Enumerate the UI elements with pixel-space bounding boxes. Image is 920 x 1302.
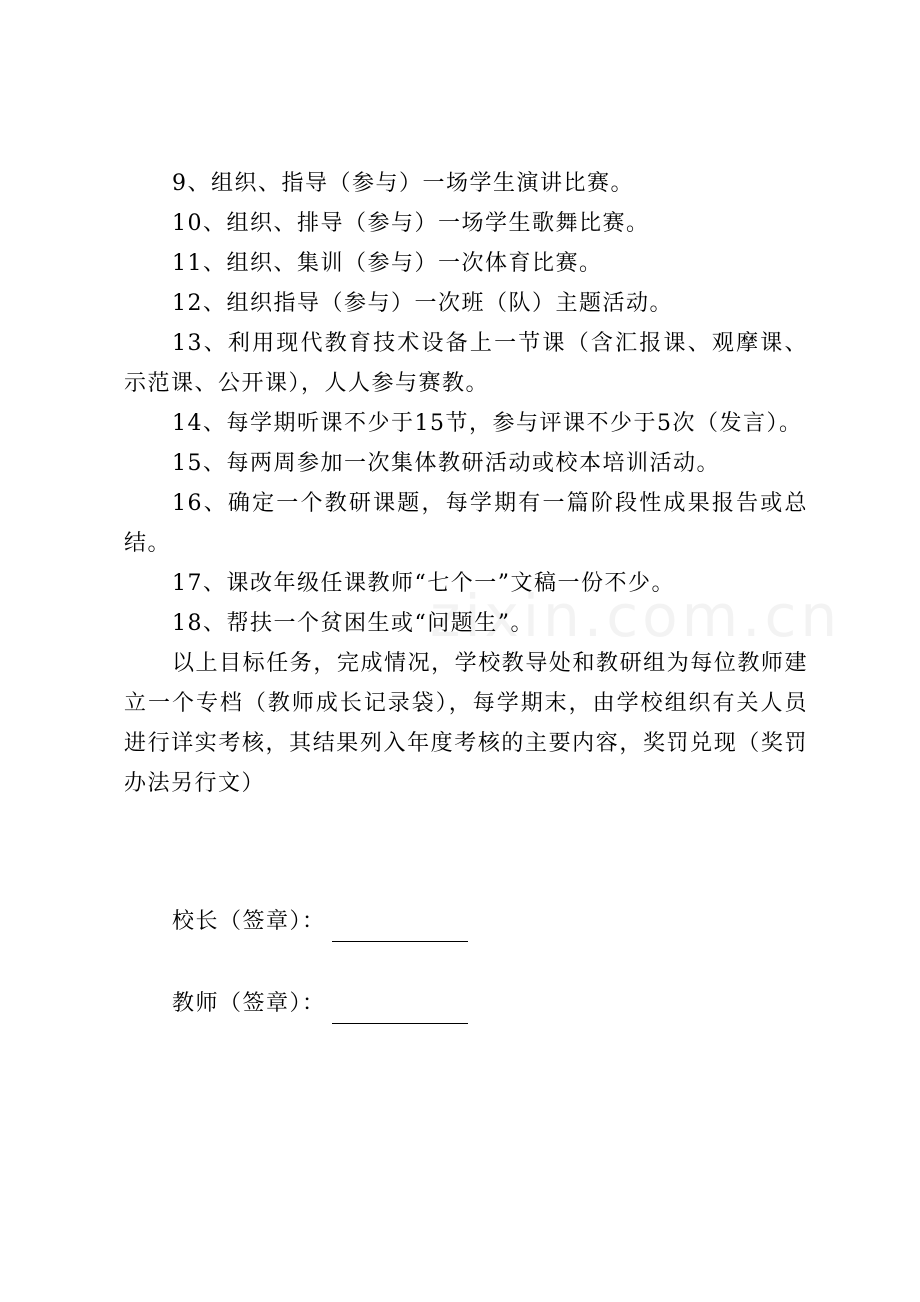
teacher-signature-label: 教师（签章）： — [172, 991, 326, 1016]
principal-signature — [172, 902, 572, 942]
paragraph-item-13: 13、利用现代教育技术设备上一节课（含汇报课、观摩课、示范课、公开课），人人参与赛教。 — [124, 331, 808, 396]
paragraph-item-14: 14、每学期听课不少于15节，参与评课不少于5次（发言）。 — [172, 411, 803, 436]
document-body — [124, 164, 808, 804]
principal-signature-label: 校长（签章）： — [172, 909, 326, 934]
principal-signature-line — [332, 913, 468, 942]
paragraph-item-10: 10、组织、排导（参与）一场学生歌舞比赛。 — [172, 211, 650, 236]
watermark-text: zixin.com.cn — [430, 582, 842, 650]
paragraph-item-17: 17、课改年级任课教师“七个一”文稿一份不少。 — [172, 571, 675, 596]
paragraph-item-16: 16、确定一个教研课题，每学期有一篇阶段性成果报告或总结。 — [124, 491, 808, 556]
paragraph-item-9: 9、组织、指导（参与）一场学生演讲比赛。 — [172, 171, 634, 196]
paragraph-item-15: 15、每两周参加一次集体教研活动或校本培训活动。 — [172, 451, 720, 476]
paragraph-item-18: 18、帮扶一个贫困生或“问题生”。 — [172, 611, 534, 636]
teacher-signature-line — [332, 995, 468, 1024]
paragraph-summary: 以上目标任务，完成情况，学校教导处和教研组为每位教师建立一个专档（教师成长记录袋），每学期末，由学校组织有关人员进行详实考核，其结果列入年度考核的主要内容，奖罚兑现（奖罚办法另行文） — [124, 651, 808, 796]
paragraph-item-11: 11、组织、集训（参与）一次体育比赛。 — [172, 251, 603, 276]
paragraph-item-12: 12、组织指导（参与）一次班（队）主题活动。 — [172, 291, 673, 316]
teacher-signature — [172, 984, 572, 1024]
